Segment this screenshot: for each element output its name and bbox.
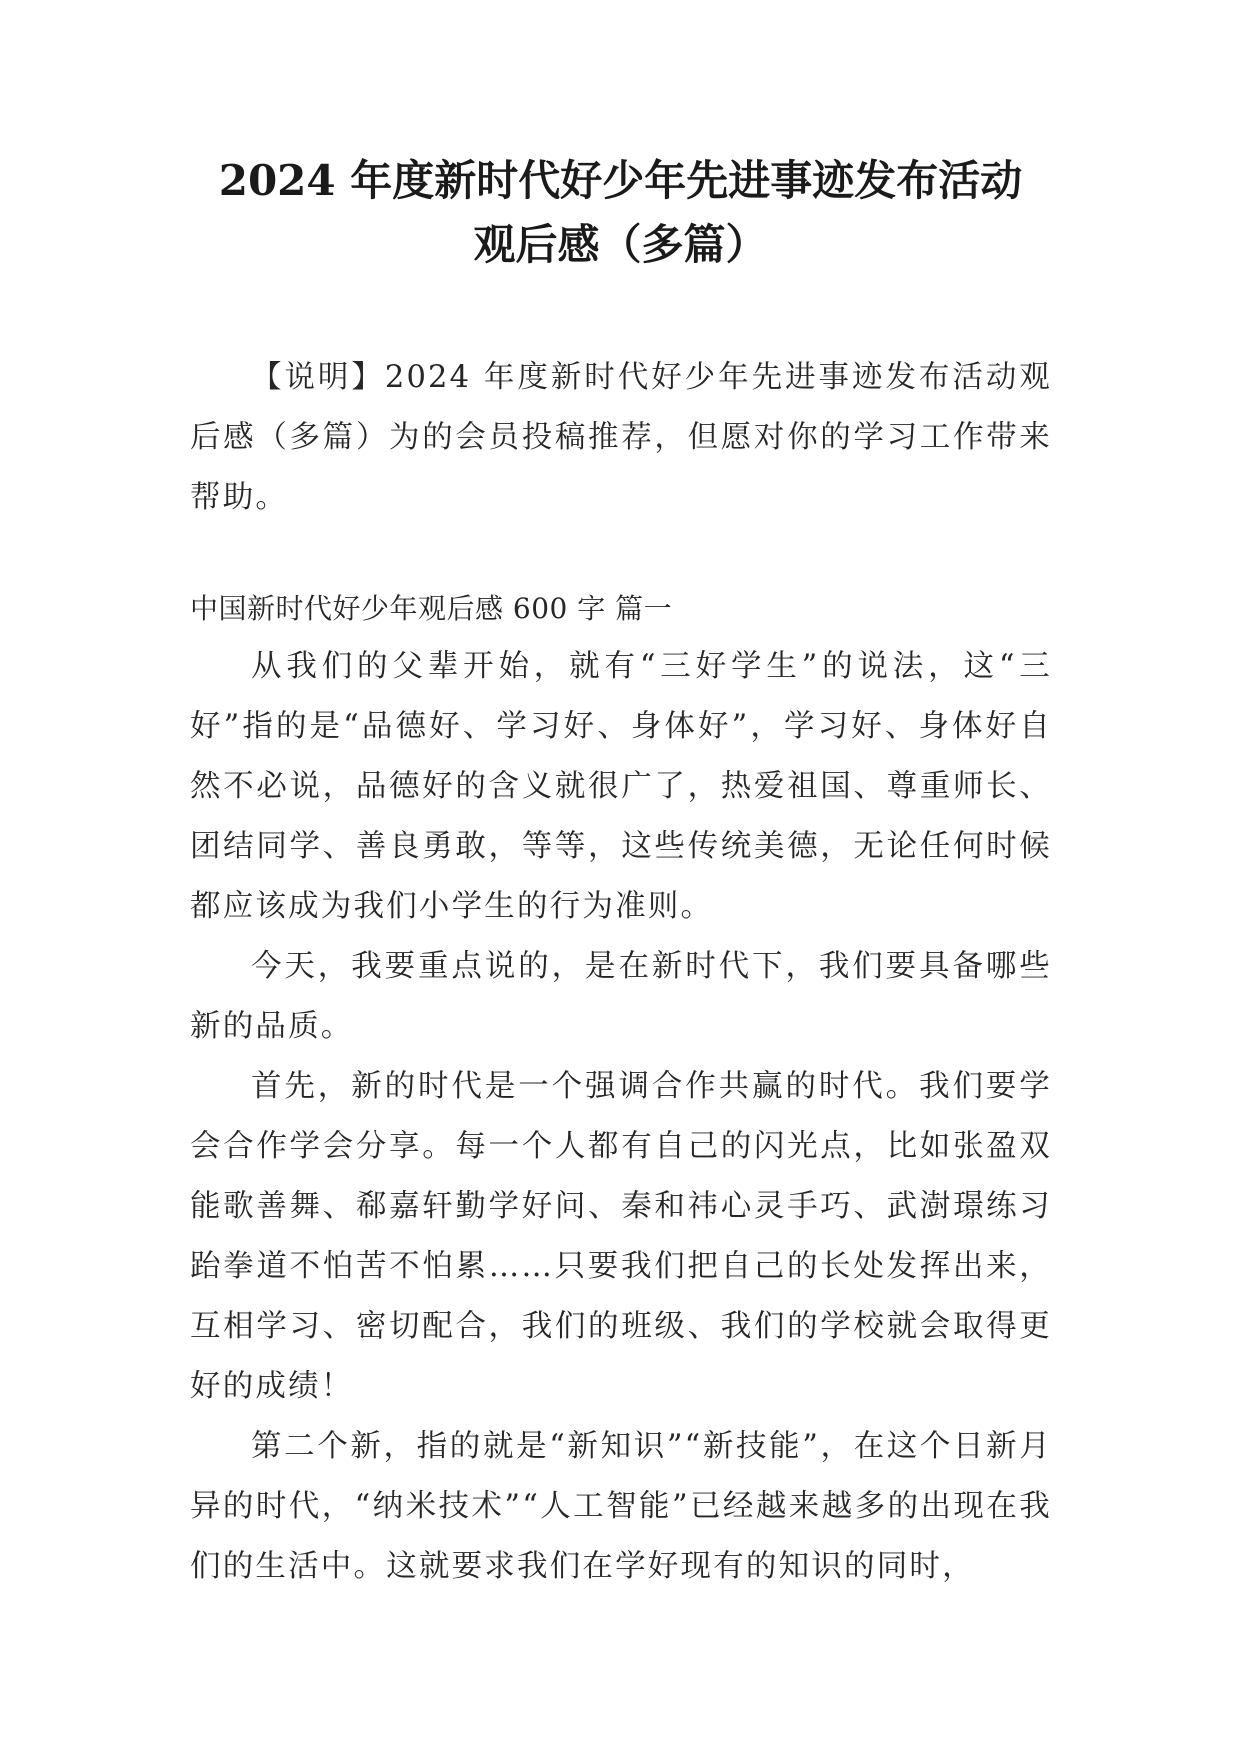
document-title-line-2: 观后感（多篇） <box>473 220 768 269</box>
article-paragraph-4: 第二个新，指的就是“新知识”“新技能”，在这个日新月异的时代，“纳米技术”“人工智能”已经越来越多的出现在我们的生活中。这就要求我们在学好现有的知识的同时， <box>190 1429 1052 1584</box>
note-paragraph: 【说明】2024 年度新时代好少年先进事迹发布活动观后感（多篇）为的会员投稿推荐，但愿对你的学习工作带来帮助。 <box>190 360 1052 515</box>
article-paragraph-3: 首先，新的时代是一个强调合作共赢的时代。我们要学会合作学会分享。每一个人都有自己的闪光点，比如张盈双能歌善舞、郗嘉轩勤学好问、秦和祎心灵手巧、武澍璟练习跆拳道不怕苦不怕累……只要我们把自己的长处发挥出来，互相学习、密切配合，我们的班级、我们的学校就会取得更好的成绩！ <box>190 1069 1052 1404</box>
note-block <box>190 348 1052 528</box>
article-body <box>190 637 1052 1597</box>
section-heading: 中国新时代好少年观后感 600 字 篇一 <box>190 592 673 625</box>
document-title-line-1: 2024 年度新时代好少年先进事迹发布活动 <box>218 156 1023 205</box>
article-paragraph-1: 从我们的父辈开始，就有“三好学生”的说法，这“三好”指的是“品德好、学习好、身体好”，学习好、身体好自然不必说，品德好的含义就很广了，热爱祖国、尊重师长、团结同学、善良勇敢，等等，这些传统美德，无论任何时候都应该成为我们小学生的行为准则。 <box>190 649 1052 924</box>
article-paragraph-2: 今天，我要重点说的，是在新时代下，我们要具备哪些新的品质。 <box>190 949 1052 1044</box>
